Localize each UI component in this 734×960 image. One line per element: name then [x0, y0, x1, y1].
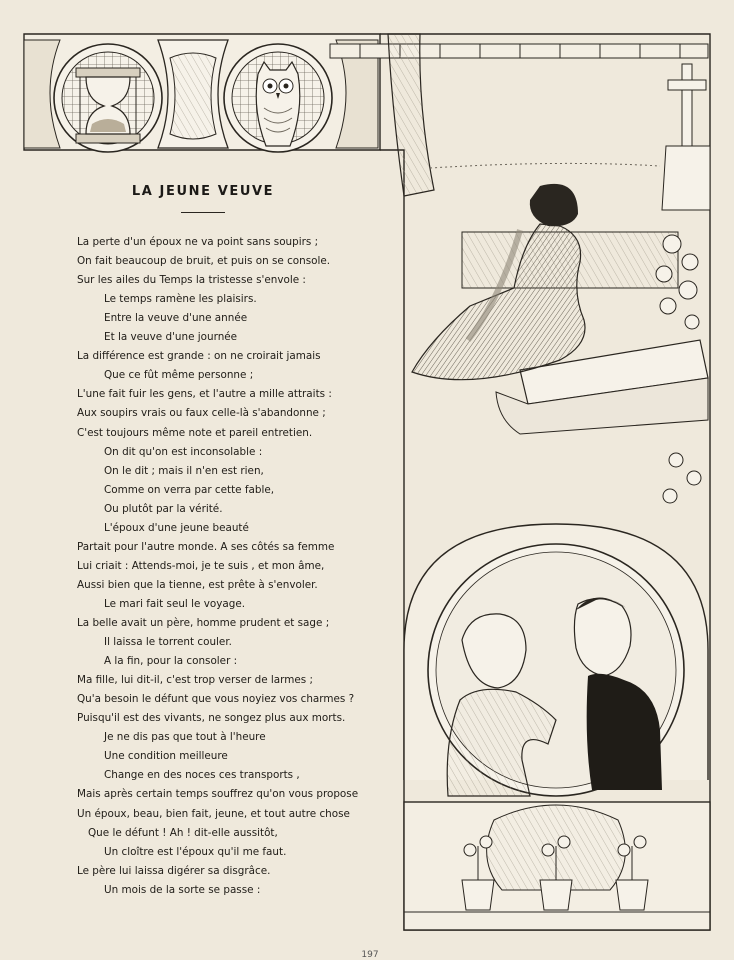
- poem-line: Que le défunt ! Ah ! dit-elle aussitôt,: [88, 826, 278, 839]
- poem-line: Mais après certain temps souffrez qu'on vous propose: [77, 788, 359, 801]
- poem-line: L'une fait fuir les gens, et l'autre a mille attraits :: [77, 388, 332, 401]
- poem-line: Le temps ramène les plaisirs.: [104, 293, 257, 306]
- poem-line: C'est toujours même note et pareil entretien.: [77, 426, 313, 439]
- poem-line: Aux soupirs vrais ou faux celle-là s'abandonne ;: [77, 407, 326, 420]
- poem-line: Le mari fait seul le voyage.: [104, 597, 246, 610]
- poem-line: Ma fille, lui dit-il, c'est trop verser de larmes ;: [77, 674, 313, 687]
- poem-line: A la fin, pour la consoler :: [104, 655, 238, 668]
- poem-title: LA JEUNE VEUVE: [131, 184, 275, 199]
- poem-line: Qu'a besoin le défunt que vous noyiez vos charmes ?: [77, 693, 355, 706]
- title-rule: [181, 212, 225, 213]
- poem-line: Lui criait : Attends-moi, je te suis , et mon âme,: [77, 559, 325, 572]
- poem-line: Une condition meilleure: [104, 750, 228, 763]
- vignette: [404, 524, 708, 796]
- poem-line: L'époux d'une jeune beauté: [104, 521, 249, 534]
- poem-line: Le père lui laissa digérer sa disgrâce.: [77, 864, 271, 877]
- poem-line: Comme on verra par cette fable,: [104, 483, 275, 496]
- poem-line: Entre la veuve d'une année: [104, 312, 248, 325]
- poem-line: Un époux, beau, bien fait, jeune, et tout autre chose: [77, 807, 350, 820]
- poem-line: On le dit ; mais il n'en est rien,: [104, 464, 264, 477]
- poem-line: La belle avait un père, homme prudent et sage ;: [77, 617, 330, 629]
- poem-line: Puisqu'il est des vivants, ne songez plus aux morts.: [77, 712, 346, 725]
- poem-line: Il laissa le torrent couler.: [104, 636, 232, 649]
- poem-line: On fait beaucoup de bruit, et puis on se console.: [77, 255, 331, 268]
- poem-line: Un mois de la sorte se passe :: [104, 883, 261, 896]
- page-number: 197: [361, 950, 379, 960]
- owl-icon: [256, 62, 300, 146]
- poem-line: Un cloître est l'époux qu'il me faut.: [104, 845, 287, 858]
- poem-line: Je ne dis pas que tout à l'heure: [104, 731, 266, 744]
- poem-line: On dit qu'on est inconsolable :: [104, 445, 263, 458]
- poem-line: Et la veuve d'une journée: [104, 331, 238, 344]
- poem-line: La différence est grande : on ne croirait jamais: [77, 350, 321, 363]
- poem-line: Change en des noces ces transports ,: [104, 769, 300, 782]
- poem-line: Sur les ailes du Temps la tristesse s'envole :: [77, 274, 306, 287]
- poem-line: La perte d'un époux ne va point sans soupirs ;: [77, 236, 319, 248]
- poem-line: Partait pour l'autre monde. A ses côtés sa femme: [77, 540, 335, 553]
- bottom-panel: [404, 802, 710, 930]
- poem-line: Aussi bien que la tienne, est prête à s'envoler.: [77, 578, 318, 591]
- poem-line: Que ce fût même personne ;: [104, 369, 254, 382]
- poem-line: Ou plutôt par la vérité.: [104, 502, 223, 515]
